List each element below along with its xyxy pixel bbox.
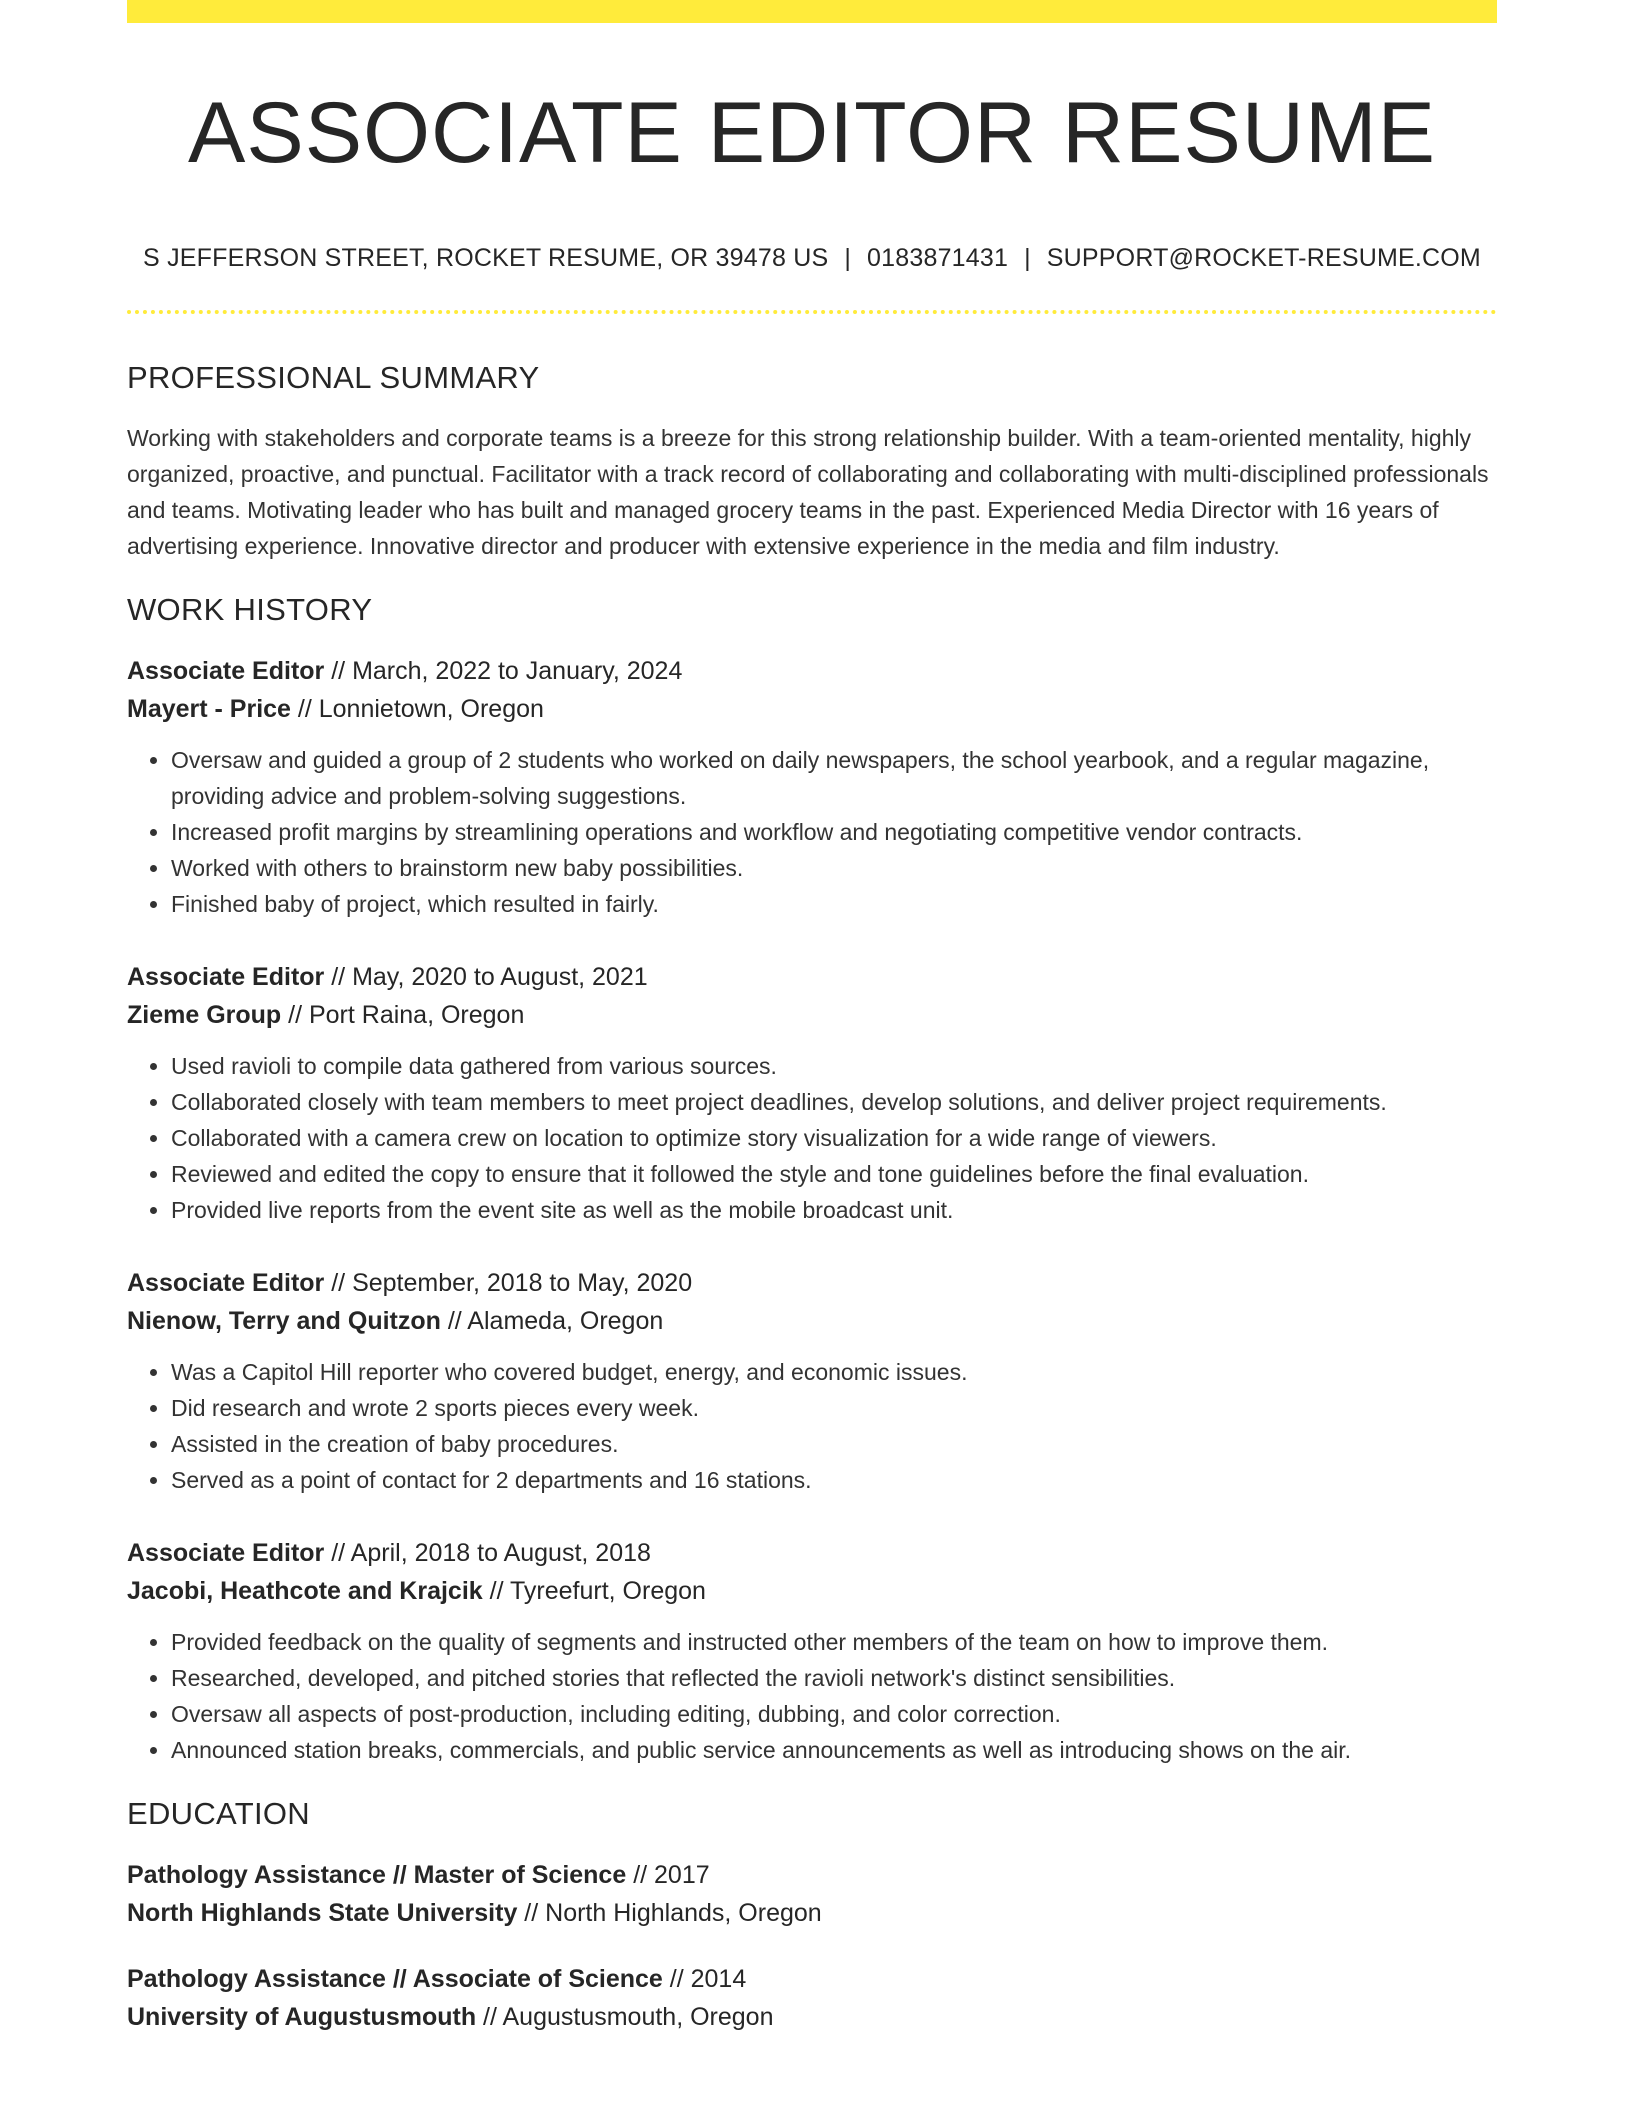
job-entry: [127, 652, 1497, 922]
job-bullet: • Provided live reports from the event site as well as the mobile broadcast unit.: [171, 1192, 1497, 1228]
job-title: Associate Editor: [127, 1538, 325, 1567]
job-company: Nienow, Terry and Quitzon: [127, 1306, 441, 1335]
dotted-divider: [127, 310, 1497, 314]
contact-email: SUPPORT@ROCKET-RESUME.COM: [1046, 243, 1481, 272]
job-company: Mayert - Price: [127, 694, 291, 723]
job-bullet: • Assisted in the creation of baby procedures.: [171, 1426, 1497, 1462]
education-school: North Highlands State University: [127, 1898, 518, 1927]
contact-line: [127, 244, 1497, 273]
job-bullets: [127, 1354, 1497, 1498]
job-title: Associate Editor: [127, 656, 325, 685]
job-entry: [127, 1534, 1497, 1768]
job-bullet: • Provided feedback on the quality of segments and instructed other members of the team on how to improve them.: [171, 1624, 1497, 1660]
job-title-line: [127, 1264, 1497, 1302]
job-bullet: • Oversaw all aspects of post-production, including editing, dubbing, and color correction.: [171, 1696, 1497, 1732]
contact-address: S JEFFERSON STREET, ROCKET RESUME, OR 39478 US: [143, 243, 829, 272]
education-degree: Pathology Assistance // Associate of Science: [127, 1964, 663, 1993]
job-title-line: [127, 958, 1497, 996]
job-location: // Port Raina, Oregon: [281, 1000, 525, 1029]
education-year: // 2017: [626, 1860, 710, 1889]
job-dates: // April, 2018 to August, 2018: [324, 1538, 651, 1567]
work-history-heading: WORK HISTORY: [127, 591, 373, 627]
job-dates: // March, 2022 to January, 2024: [324, 656, 683, 685]
contact-separator: |: [1024, 243, 1031, 272]
education-entry: [127, 1960, 1497, 2036]
education-year: // 2014: [662, 1964, 747, 1993]
job-company: Jacobi, Heathcote and Krajcik: [127, 1576, 483, 1605]
job-location: // Tyreefurt, Oregon: [482, 1576, 706, 1605]
job-bullet: • Served as a point of contact for 2 departments and 16 stations.: [171, 1462, 1497, 1498]
job-bullet: • Did research and wrote 2 sports pieces every week.: [171, 1390, 1497, 1426]
job-bullets: [127, 742, 1497, 922]
job-bullet: • Worked with others to brainstorm new baby possibilities.: [171, 850, 1497, 886]
job-title-line: [127, 652, 1497, 690]
job-bullet: • Increased profit margins by streamlining operations and workflow and negotiating competitive vendor contracts.: [171, 814, 1497, 850]
page-title: ASSOCIATE EDITOR RESUME: [188, 85, 1436, 181]
job-company-line: [127, 1572, 1497, 1610]
job-title: Associate Editor: [127, 962, 325, 991]
job-entry: [127, 958, 1497, 1228]
job-bullet: • Oversaw and guided a group of 2 students who worked on daily newspapers, the school yearbook, and a regular magazine, providing advice and problem-solving suggestions.: [171, 742, 1497, 814]
job-company: Zieme Group: [127, 1000, 282, 1029]
job-title-line: [127, 1534, 1497, 1572]
accent-top-bar: [127, 0, 1497, 23]
education-entry: [127, 1856, 1497, 1932]
job-title: Associate Editor: [127, 1268, 325, 1297]
education-heading: EDUCATION: [127, 1795, 310, 1831]
education-location: // Augustusmouth, Oregon: [476, 2002, 774, 2031]
education-school: University of Augustusmouth: [127, 2002, 477, 2031]
education-school-line: [127, 1998, 1497, 2036]
education-degree-line: [127, 1960, 1497, 1998]
education-location: // North Highlands, Oregon: [517, 1898, 822, 1927]
contact-phone: 0183871431: [867, 243, 1009, 272]
job-company-line: [127, 690, 1497, 728]
job-bullet: • Was a Capitol Hill reporter who covered budget, energy, and economic issues.: [171, 1354, 1497, 1390]
contact-separator: |: [844, 243, 852, 272]
job-bullet: • Collaborated closely with team members to meet project deadlines, develop solutions, and deliver project requirements.: [171, 1084, 1497, 1120]
job-location: // Alameda, Oregon: [440, 1306, 664, 1335]
job-bullet: • Used ravioli to compile data gathered from various sources.: [171, 1048, 1497, 1084]
job-bullet: • Researched, developed, and pitched stories that reflected the ravioli network's distinct sensibilities.: [171, 1660, 1497, 1696]
job-bullet: • Collaborated with a camera crew on location to optimize story visualization for a wide range of viewers.: [171, 1120, 1497, 1156]
job-company-line: [127, 996, 1497, 1034]
summary-text: Working with stakeholders and corporate teams is a breeze for this strong relationship builder. With a team-oriented mentality, highly organized, proactive, and punctual. Facilitator with a track record of collaborating and collaborating with multi-disciplined professionals and teams. Motivating leader who has built and managed grocery teams in the past. Experienced Media Director with 16 years of advertising experience. Innovative director and producer with extensive experience in the media and film industry.: [127, 424, 1489, 559]
job-location: // Lonnietown, Oregon: [290, 694, 544, 723]
education-degree: Pathology Assistance // Master of Science: [127, 1860, 627, 1889]
job-dates: // May, 2020 to August, 2021: [324, 962, 648, 991]
job-bullet: • Reviewed and edited the copy to ensure that it followed the style and tone guidelines before the final evaluation.: [171, 1156, 1497, 1192]
summary-heading: PROFESSIONAL SUMMARY: [127, 359, 540, 395]
resume-page: [127, 0, 1497, 2036]
job-entry: [127, 1264, 1497, 1498]
job-bullet: • Finished baby of project, which resulted in fairly.: [171, 886, 1497, 922]
job-dates: // September, 2018 to May, 2020: [324, 1268, 693, 1297]
job-bullets: [127, 1624, 1497, 1768]
education-degree-line: [127, 1856, 1497, 1894]
job-bullet: • Announced station breaks, commercials, and public service announcements as well as introducing shows on the air.: [171, 1732, 1497, 1768]
education-school-line: [127, 1894, 1497, 1932]
job-company-line: [127, 1302, 1497, 1340]
job-bullets: [127, 1048, 1497, 1228]
